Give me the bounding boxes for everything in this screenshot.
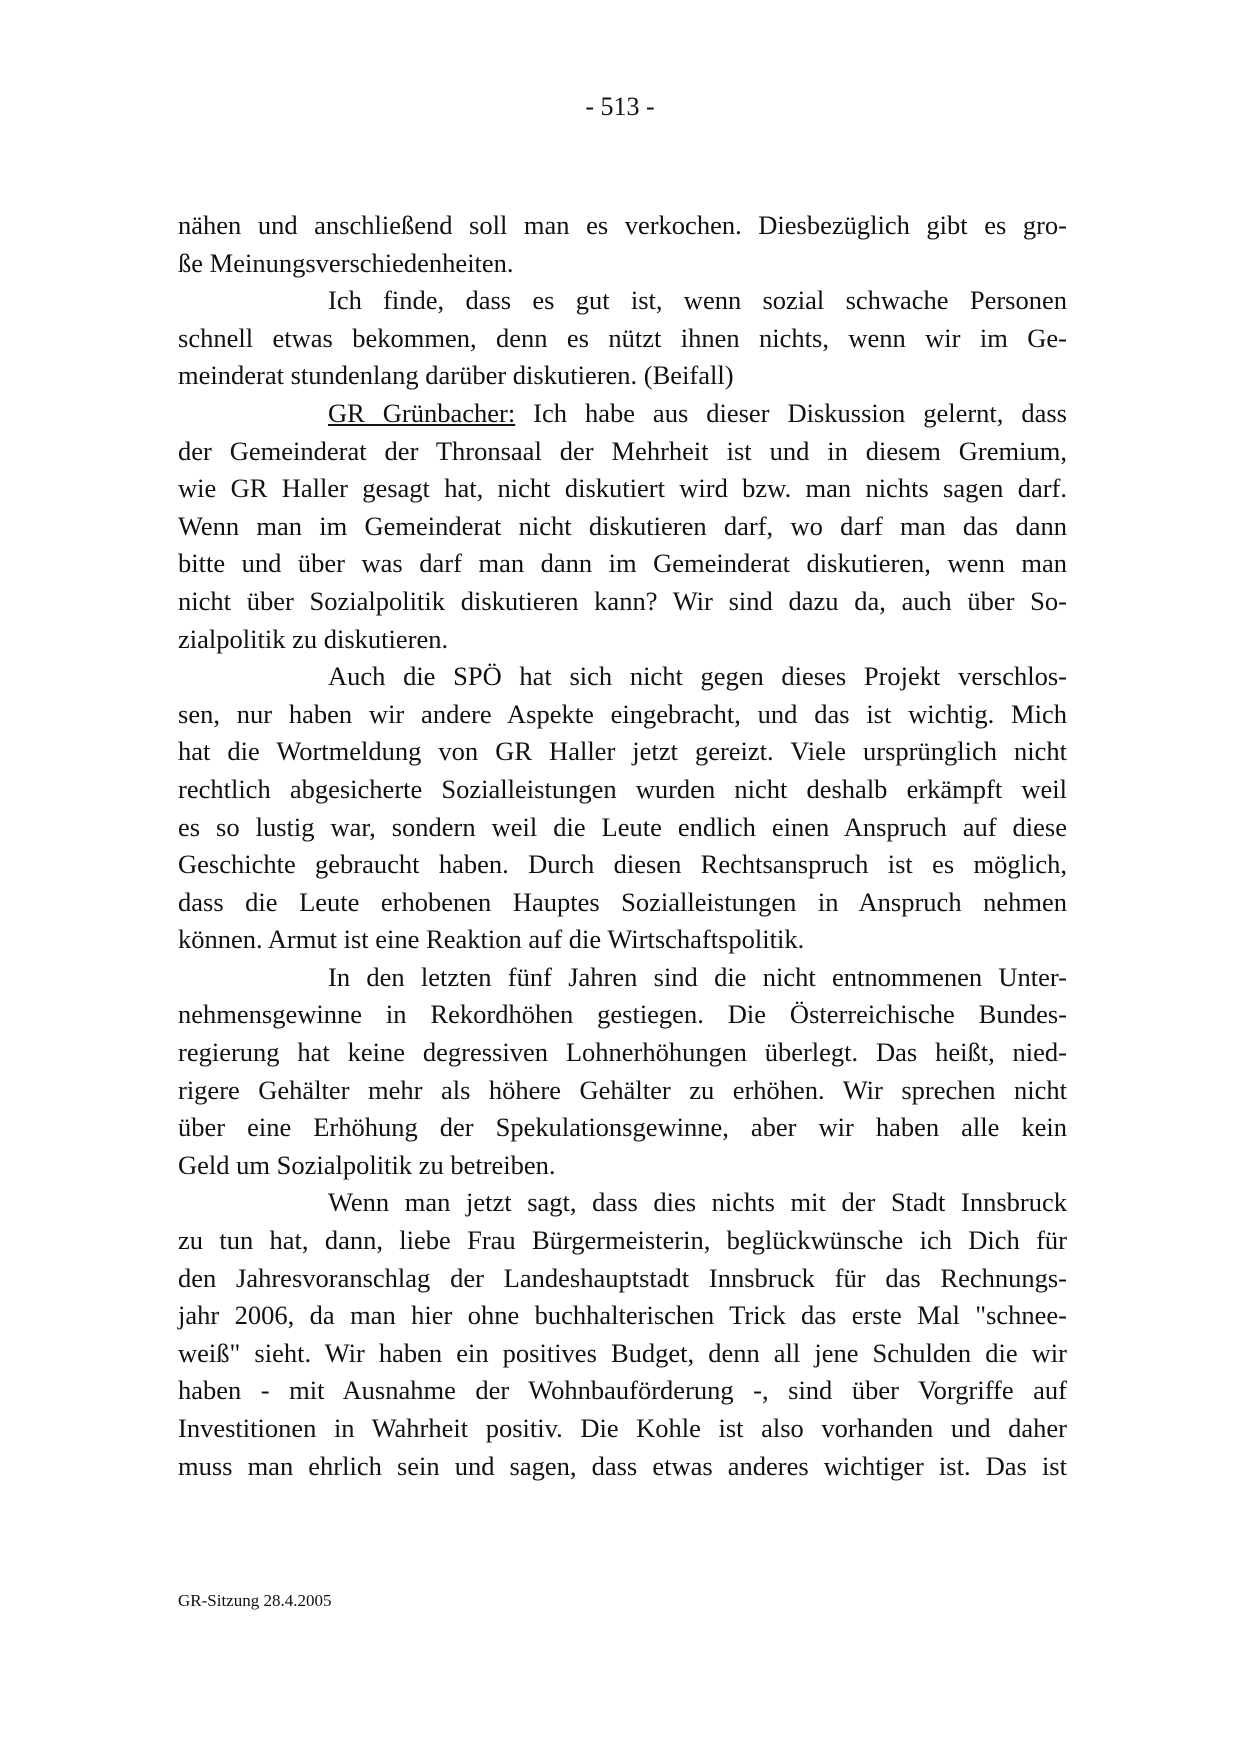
text-fragment: Ich habe aus dieser Diskussion gelernt, dass [515, 397, 1067, 428]
text-line: dass die Leute erhobenen Hauptes Sozialleistungen in Anspruch nehmen [178, 886, 1067, 917]
paragraph [178, 658, 1067, 959]
text-line: hat die Wortmeldung von GR Haller jetzt gereizt. Viele ursprünglich nicht [178, 736, 1067, 767]
text-line: Ich finde, dass es gut ist, wenn sozial schwache Personen [328, 285, 1067, 316]
text-line: den Jahresvoranschlag der Landeshauptstadt Innsbruck für das Rechnungs- [178, 1262, 1067, 1293]
text-line: jahr 2006, da man hier ohne buchhalterischen Trick das erste Mal "schnee- [178, 1300, 1067, 1331]
text-line: haben - mit Ausnahme der Wohnbauförderung -, sind über Vorgriffe auf [178, 1375, 1067, 1406]
text-line: zu tun hat, dann, liebe Frau Bürgermeisterin, beglückwünsche ich Dich für [178, 1225, 1067, 1256]
text-line: In den letzten fünf Jahren sind die nicht entnommenen Unter- [328, 961, 1067, 992]
text-line: der Gemeinderat der Thronsaal der Mehrheit ist und in diesem Gremium, [178, 435, 1067, 466]
text-line: ße Meinungsverschiedenheiten. [178, 247, 514, 278]
footer-session-date: GR-Sitzung 28.4.2005 [178, 1591, 332, 1610]
text-line: Investitionen in Wahrheit positiv. Die Kohle ist also vorhanden und daher [178, 1413, 1067, 1443]
text-line: rechtlich abgesicherte Sozialleistungen wurden nicht deshalb erkämpft weil [178, 773, 1067, 804]
text-line: Auch die SPÖ hat sich nicht gegen dieses Projekt verschlos- [328, 661, 1067, 692]
speaker-name: GR Grünbacher: [328, 397, 516, 428]
text-line: Wenn man jetzt sagt, dass dies nichts mit der Stadt Innsbruck [328, 1187, 1067, 1218]
text-line: Geschichte gebraucht haben. Durch diesen Rechtsanspruch ist es möglich, [178, 849, 1067, 880]
text-line: regierung hat keine degressiven Lohnerhöhungen überlegt. Das heißt, nied- [178, 1037, 1067, 1068]
paragraph [178, 207, 1067, 282]
text-line: können. Armut ist eine Reaktion auf die Wirtschaftspolitik. [178, 924, 805, 955]
text-line: zialpolitik zu diskutieren. [178, 623, 449, 654]
text-line: nähen und anschließend soll man es verkochen. Diesbezüglich gibt es gro- [178, 210, 1067, 240]
text-line: es so lustig war, sondern weil die Leute endlich einen Anspruch auf diese [178, 811, 1067, 842]
text-line: nicht über Sozialpolitik diskutieren kann? Wir sind dazu da, auch über So- [178, 585, 1067, 616]
text-line: Geld um Sozialpolitik zu betreiben. [178, 1149, 556, 1180]
text-line [178, 395, 1067, 433]
text-line: weiß" sieht. Wir haben ein positives Budget, denn all jene Schulden die wir [178, 1337, 1067, 1368]
text-line: Wenn man im Gemeinderat nicht diskutieren darf, wo darf man das dann [178, 510, 1067, 541]
text-line: nehmensgewinne in Rekordhöhen gestiegen. Die Österreichische Bundes- [178, 999, 1067, 1030]
page-number: - 513 - [585, 92, 655, 121]
text-line: schnell etwas bekommen, denn es nützt ihnen nichts, wenn wir im Ge- [178, 322, 1067, 353]
text-line: meinderat stundenlang darüber diskutieren. (Beifall) [178, 360, 734, 391]
text-line: muss man ehrlich sein und sagen, dass etwas anderes wichtiger ist. Das ist [178, 1450, 1067, 1481]
text-line: sen, nur haben wir andere Aspekte eingebracht, und das ist wichtig. Mich [178, 698, 1067, 729]
text-line: über eine Erhöhung der Spekulationsgewinne, aber wir haben alle kein [178, 1112, 1067, 1143]
text-line: rigere Gehälter mehr als höhere Gehälter zu erhöhen. Wir sprechen nicht [178, 1074, 1067, 1105]
text-line: wie GR Haller gesagt hat, nicht diskutiert wird bzw. man nichts sagen darf. [178, 473, 1067, 504]
paragraph [178, 959, 1067, 1185]
text-line: bitte und über was darf man dann im Gemeinderat diskutieren, wenn man [178, 548, 1067, 579]
paragraph [178, 1184, 1067, 1485]
document-body [178, 207, 1067, 1485]
paragraph [178, 395, 1067, 658]
paragraph [178, 282, 1067, 395]
